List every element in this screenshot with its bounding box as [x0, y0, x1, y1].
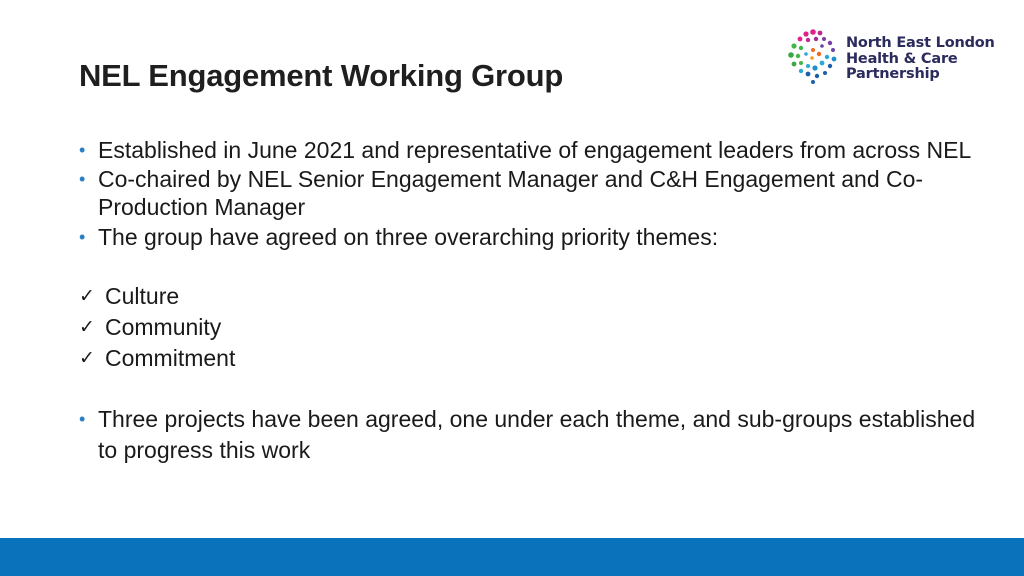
closing-bullet-list [79, 404, 979, 466]
slide-body [79, 137, 979, 468]
bullet-item [79, 404, 979, 466]
theme-checklist [79, 281, 979, 374]
nel-hcp-logo [786, 28, 1006, 88]
logo-line-3: Partnership [846, 66, 940, 82]
theme-label: Community [105, 314, 222, 340]
bullet-text: Established in June 2021 and representative of engagement leaders from across NEL [98, 137, 972, 163]
theme-item [79, 312, 979, 343]
bullet-marker: • [79, 140, 86, 160]
checkmark-icon: ✓ [79, 316, 95, 338]
bullet-item [79, 137, 979, 163]
logo-line-2: Health & Care [846, 50, 958, 67]
intro-bullet-list [79, 137, 979, 251]
logo-wordmark [846, 36, 995, 83]
theme-item [79, 343, 979, 374]
theme-label: Culture [105, 283, 180, 309]
bullet-text: Co-chaired by NEL Senior Engagement Manager and C&H Engagement and Co-Production Manager [98, 166, 924, 220]
slide-title: NEL Engagement Working Group [79, 58, 564, 93]
checkmark-icon: ✓ [79, 347, 95, 369]
bullet-item [79, 165, 979, 221]
theme-label: Commitment [105, 345, 236, 371]
checkmark-icon: ✓ [79, 285, 95, 307]
bullet-text: Three projects have been agreed, one under each theme, and sub-groups established to progress this work [98, 406, 976, 463]
bullet-text: The group have agreed on three overarching priority themes: [98, 224, 719, 250]
dot-cluster-logo-icon [786, 28, 842, 86]
bullet-item [79, 223, 979, 251]
theme-item [79, 281, 979, 312]
bullet-marker: • [79, 409, 86, 429]
footer-accent-bar [0, 538, 1024, 576]
logo-line-1: North East London [846, 35, 995, 51]
bullet-marker: • [79, 227, 86, 247]
bullet-marker: • [79, 169, 86, 189]
